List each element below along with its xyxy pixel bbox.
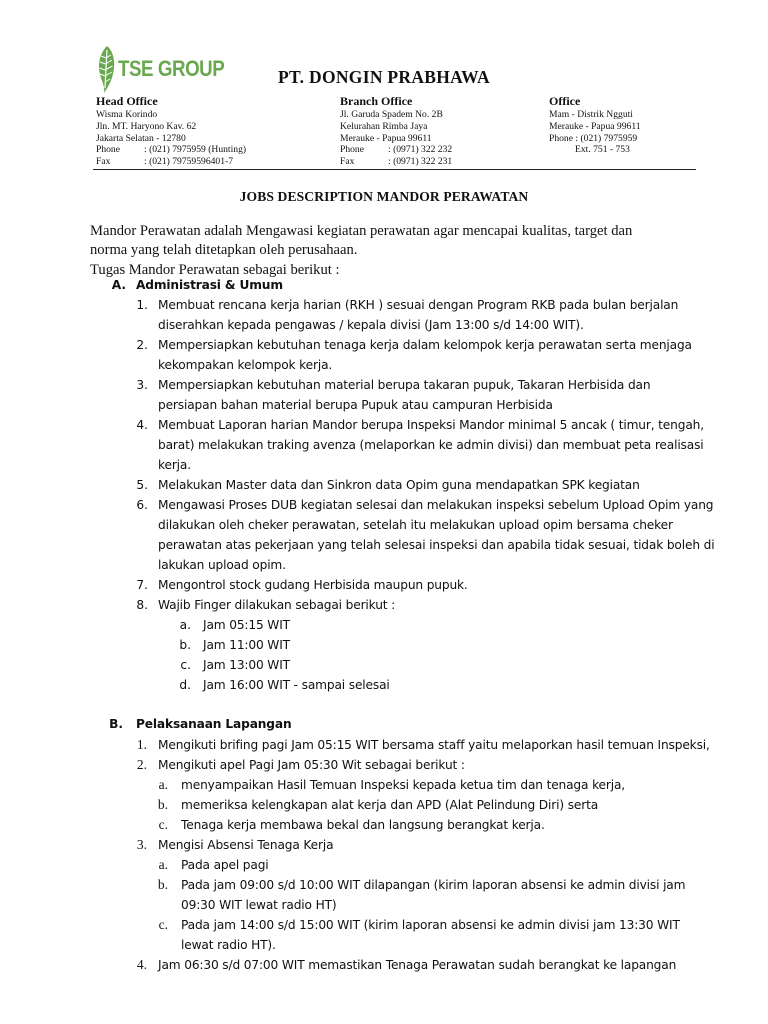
list-item: Mempersiapkan kebutuhan tenaga kerja dalam kelompok kerja perawatan serta menjaga bbox=[158, 338, 692, 352]
sub-list-letter: c. bbox=[180, 658, 191, 672]
sub-list-item: lewat radio HT). bbox=[181, 938, 276, 952]
list-number: 6. bbox=[136, 498, 148, 512]
list-item: kekompakan kelompok kerja. bbox=[158, 358, 333, 372]
list-item: Membuat rencana kerja harian (RKH ) sesuai dengan Program RKB pada bulan berjalan bbox=[158, 298, 679, 312]
office-line: Merauke - Papua 99611 bbox=[549, 120, 641, 132]
list-number: 4. bbox=[136, 957, 147, 972]
head-office-line: Jln. MT. Haryono Kav. 62 bbox=[96, 120, 197, 132]
sub-list-letter: a. bbox=[179, 618, 191, 632]
sub-list-item: Jam 11:00 WIT bbox=[203, 638, 290, 652]
list-number: 3. bbox=[136, 837, 147, 852]
head-office-fax: : (021) 79759596401-7 bbox=[144, 156, 233, 168]
list-item: Mengikuti brifing pagi Jam 05:15 WIT bersama staff yaitu melaporkan hasil temuan Inspeksi, bbox=[158, 738, 710, 752]
branch-office-block bbox=[340, 94, 452, 168]
sub-list-letter: a. bbox=[158, 857, 168, 872]
list-number: 4. bbox=[136, 418, 148, 432]
office-phone: Phone : (021) 7975959 bbox=[549, 132, 638, 144]
logo-text: TSE GROUP bbox=[118, 56, 225, 81]
sub-list-item: Jam 13:00 WIT bbox=[203, 658, 290, 672]
sub-list-item: Jam 05:15 WIT bbox=[203, 618, 290, 632]
sub-list-item: Pada apel pagi bbox=[181, 858, 269, 872]
list-item: Membuat Laporan harian Mandor berupa Inspeksi Mandor minimal 5 ancak ( timur, tengah, bbox=[158, 418, 704, 432]
head-office-block bbox=[96, 94, 246, 168]
list-item: Jam 06:30 s/d 07:00 WIT memastikan Tenaga Perawatan sudah berangkat ke lapangan bbox=[158, 958, 677, 972]
fax-label: Fax bbox=[96, 156, 111, 168]
list-item: perawatan atas pekerjaan yang telah selesai inspeksi dan apabila tidak sesuai, tidak boleh di bbox=[158, 538, 715, 552]
intro-line: Tugas Mandor Perawatan sebagai berikut : bbox=[90, 261, 340, 278]
sub-list-letter: c. bbox=[158, 917, 168, 932]
sub-list-letter: b. bbox=[157, 797, 168, 812]
head-office-title: Head Office bbox=[96, 94, 158, 108]
office-title: Office bbox=[549, 94, 581, 108]
sub-list-item: 09:30 WIT lewat radio HT) bbox=[181, 898, 337, 912]
sub-list-item: Pada jam 09:00 s/d 10:00 WIT dilapangan (kirim laporan absensi ke admin divisi jam bbox=[181, 878, 686, 892]
sub-list-item: Tenaga kerja membawa bekal dan langsung berangkat kerja. bbox=[181, 818, 545, 832]
branch-office-phone: : (0971) 322 232 bbox=[388, 144, 453, 156]
list-item: dilakukan oleh cheker perawatan, setelah itu melakukan upload opim bersama cheker bbox=[158, 518, 673, 532]
sub-list-item: memeriksa kelengkapan alat kerja dan APD (Alat Pelindung Diri) serta bbox=[181, 798, 599, 812]
list-item: Mengikuti apel Pagi Jam 05:30 Wit sebagai berikut : bbox=[158, 758, 465, 772]
sub-list-item: Jam 16:00 WIT - sampai selesai bbox=[203, 678, 390, 692]
phone-label: Phone bbox=[340, 144, 364, 156]
list-item: Wajib Finger dilakukan sebagai berikut : bbox=[158, 598, 396, 612]
head-office-phone: : (021) 7975959 (Hunting) bbox=[144, 144, 247, 156]
company-name: PT. DONGIN PRABHAWA bbox=[278, 67, 490, 87]
branch-office-fax: : (0971) 322 231 bbox=[388, 156, 453, 168]
sub-list-letter: d. bbox=[179, 678, 191, 692]
intro-line: Mandor Perawatan adalah Mengawasi kegiatan perawatan agar mencapai kualitas, target dan bbox=[90, 223, 633, 239]
head-office-line: Wisma Korindo bbox=[96, 109, 158, 120]
list-item: persiapan bahan material berupa Pupuk atau campuran Herbisida bbox=[158, 398, 553, 412]
list-number: 1. bbox=[136, 737, 147, 752]
branch-office-title: Branch Office bbox=[340, 94, 413, 108]
list-number: 2. bbox=[136, 338, 148, 352]
section-a-marker: A. bbox=[111, 278, 126, 292]
branch-office-line: Merauke - Papua 99611 bbox=[340, 132, 432, 144]
section-a-title: Administrasi & Umum bbox=[136, 278, 283, 292]
intro-line: norma yang telah ditetapkan oleh perusahaan. bbox=[90, 242, 358, 259]
sub-list-item: Pada jam 14:00 s/d 15:00 WIT (kirim laporan absensi ke admin divisi jam 13:30 WIT bbox=[181, 918, 680, 932]
sub-list-letter: b. bbox=[157, 877, 168, 892]
section-b-marker: B. bbox=[109, 717, 123, 731]
branch-office-line: Kelurahan Rimba Jaya bbox=[340, 120, 428, 132]
list-number: 2. bbox=[136, 757, 147, 772]
fax-label: Fax bbox=[340, 156, 355, 168]
list-item: Mengisi Absensi Tenaga Kerja bbox=[158, 838, 334, 852]
office-line: Mam - Distrik Ngguti bbox=[549, 109, 633, 120]
list-number: 5. bbox=[136, 478, 148, 492]
sub-list-item: menyampaikan Hasil Temuan Inspeksi kepada ketua tim dan tenaga kerja, bbox=[181, 778, 626, 792]
list-item: lakukan upload opim. bbox=[158, 558, 286, 572]
list-item: kerja. bbox=[158, 458, 191, 472]
sub-list-letter: c. bbox=[158, 817, 168, 832]
list-item: barat) melakukan traking avenza (melaporkan ke admin divisi) dan membuat peta realisasi bbox=[158, 438, 704, 452]
list-item: Melakukan Master data dan Sinkron data Opim guna mendapatkan SPK kegiatan bbox=[158, 478, 640, 492]
section-b-title: Pelaksanaan Lapangan bbox=[136, 717, 292, 731]
intro-paragraph bbox=[90, 222, 690, 280]
header-divider bbox=[93, 169, 696, 170]
list-item: Mengawasi Proses DUB kegiatan selesai dan melakukan inspeksi sebelum Upload Opim yang bbox=[158, 498, 714, 512]
branch-office-line: Jl. Garuda Spadem No. 2B bbox=[340, 109, 443, 120]
office-ext: Ext. 751 - 753 bbox=[575, 144, 630, 156]
list-item: Mengontrol stock gudang Herbisida maupun pupuk. bbox=[158, 578, 468, 592]
list-number: 1. bbox=[136, 298, 148, 312]
list-number: 7. bbox=[136, 578, 148, 592]
sub-list-letter: a. bbox=[158, 777, 168, 792]
phone-label: Phone bbox=[96, 144, 120, 156]
document-title: JOBS DESCRIPTION MANDOR PERAWATAN bbox=[239, 189, 529, 204]
list-number: 8. bbox=[136, 598, 148, 612]
list-item: diserahkan kepada pengawas / kepala divisi (Jam 13:00 s/d 14:00 WIT). bbox=[158, 318, 584, 332]
head-office-line: Jakarta Selatan - 12780 bbox=[96, 132, 186, 144]
list-number: 3. bbox=[136, 378, 148, 392]
sub-list-letter: b. bbox=[179, 638, 191, 652]
site-office-block bbox=[549, 94, 641, 156]
list-item: Mempersiapkan kebutuhan material berupa takaran pupuk, Takaran Herbisida dan bbox=[158, 378, 651, 392]
